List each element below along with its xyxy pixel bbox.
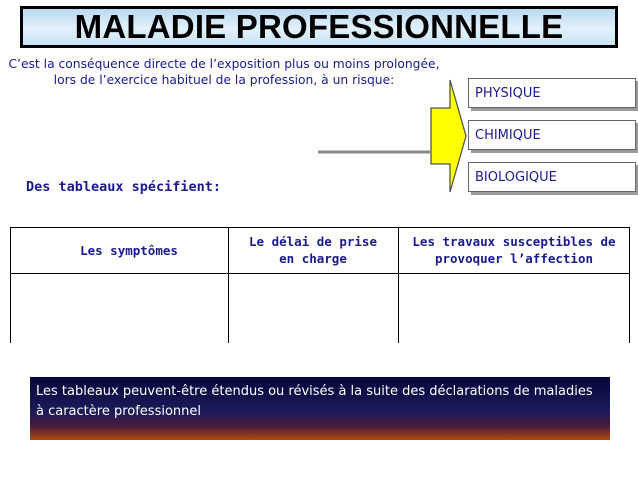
table-left-border (10, 227, 11, 343)
definition-text: C’est la conséquence directe de l’exposition plus ou moins prolongée, lors de l’exercice habituel de la profession, à un risque: (8, 57, 440, 87)
header-delai: Le délai de prise en charge (249, 234, 377, 266)
header-symptomes: Les symptômes (80, 242, 178, 258)
criteria-table (10, 227, 630, 343)
footer-note: Les tableaux peuvent-être étendus ou révisés à la suite des déclarations de maladies à caractère professionnel (30, 377, 610, 440)
header-travaux: Les travaux susceptibles de provoquer l’affection (412, 234, 616, 266)
table-header-divider (10, 273, 630, 274)
section-subtitle: Des tableaux spécifient: (26, 179, 222, 195)
title-banner (20, 6, 618, 48)
category-physique: PHYSIQUE (468, 78, 636, 108)
right-arrow-icon (318, 72, 468, 212)
category-chimique: CHIMIQUE (468, 120, 636, 150)
category-biologique: BIOLOGIQUE (468, 162, 636, 192)
table-right-border (629, 227, 630, 343)
page-title: MALADIE PROFESSIONNELLE (74, 8, 564, 45)
table-column-divider (398, 227, 399, 343)
table-column-divider (228, 227, 229, 343)
